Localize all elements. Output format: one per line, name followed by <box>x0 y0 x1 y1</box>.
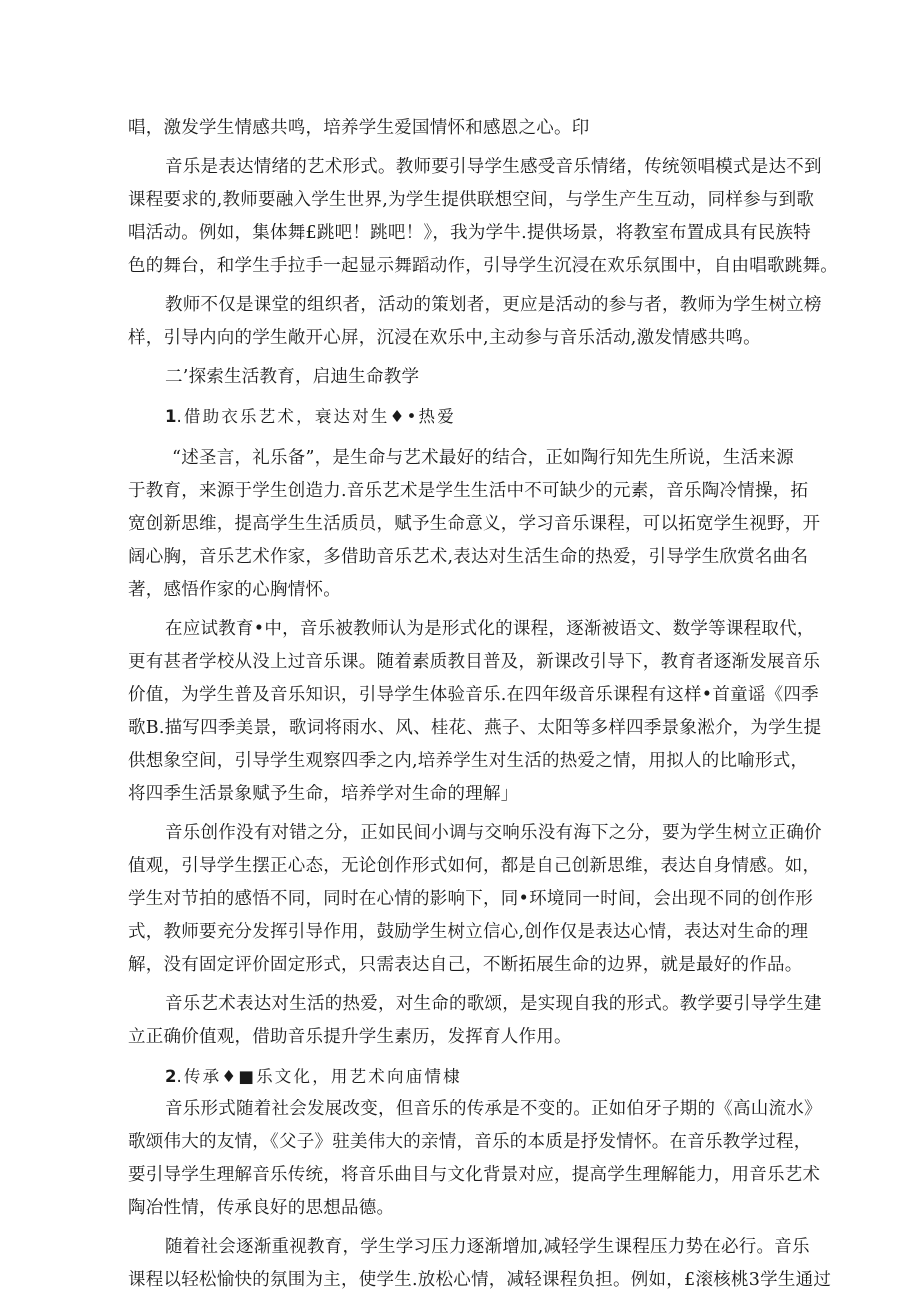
text-line: “述圣言，礼乐备”，是生命与艺术最好的结合，正如陶行知先生所说，生活来源 <box>172 448 794 468</box>
text-line: 音乐形式随着社会发展改变，但音乐的传承是不变的。正如伯牙子期的《高山流水》 <box>165 1099 822 1119</box>
heading-number: 2 <box>165 1067 177 1086</box>
text-line: 将四季生活景象赋予生命，培养学对生命的理解」 <box>128 784 519 804</box>
subsection-heading-2 <box>128 1060 796 1093</box>
paragraph <box>128 817 822 982</box>
text-line: 音乐是表达情绪的艺术形式。教师要引导学生感受音乐情绪，传统领唱模式是达不到 <box>165 157 822 177</box>
text-line: 课程以轻松愉快的氛围为主，使学生.放松心情，减轻课程负担。例如，£滚核桃3学生通过 <box>128 1270 832 1290</box>
paragraph <box>128 1093 822 1225</box>
paragraph <box>128 988 822 1054</box>
heading-text: .传承♦■乐文化，用艺术向庙情棣 <box>176 1067 462 1086</box>
text-line: 样，引导内向的学生敞开心屏，沉浸在欢乐中,主动参与音乐活动,激发情感共鸣。 <box>128 328 761 348</box>
text-line: 解，没有固定评价固定形式，只需表达自己，不断拓展生命的边界，就是最好的作品。 <box>128 955 803 975</box>
text-line: 阔心胸，音乐艺术作家，多借助音乐艺术,表达对生活生命的热爱，引导学生欣赏名曲名 <box>128 547 809 567</box>
text-line: 在应试教育•中，音乐被教师认为是形式化的课程，逐渐被语文、数学等课程取代， <box>165 619 815 639</box>
text-line: 学生对节拍的感悟不同，同时在心情的影响下，同•环境同一时间，会出现不同的创作形 <box>128 889 814 909</box>
section-heading: 二’探索生活教育，启迪生命教学 <box>165 367 420 387</box>
text-line: 供想象空间，引导学生观察四季之内,培养学生对生活的热爱之情，用拟人的比喻形式， <box>128 751 809 771</box>
document-page <box>128 112 838 1297</box>
text-line: 唱，激发学生情感共鸣，培养学生爱国情怀和感恩之心。印 <box>128 118 590 138</box>
heading-text: .借助衣乐艺术，衰达对生♦•热爱 <box>176 407 456 426</box>
text-line: 值观，引导学生摆正心态，无论创作形式如何，都是自己创新思维，表达自身情感。如， <box>128 856 821 876</box>
text-line: 教师不仅是课堂的组织者，活动的策划者，更应是活动的参与者，教师为学生树立榜 <box>165 295 822 315</box>
text-line: 音乐艺术表达对生活的热爱，对生命的歌颂，是实现自我的形式。教学要引导学生建 <box>165 994 822 1014</box>
text-line: 随着社会逐渐重视教育，学生学习压力逐渐增加,减轻学生课程压力势在必行。音乐 <box>165 1237 810 1257</box>
subsection-heading-1 <box>128 400 796 433</box>
text-line: 音乐创作没有对错之分，正如民间小调与交响乐没有海下之分，要为学生树立正确价 <box>165 823 822 843</box>
text-line: 唱活动。例如，集体舞£跳吧！跳吧！》，我为学牛.提供场景，将教室布置成具有民族特 <box>128 223 811 243</box>
text-line: 宽创新思维，提高学生生活质员，赋予生命意义，学习音乐课程，可以拓宽学生视野，开 <box>128 514 821 534</box>
text-line: 色的舞台，和学生手拉手一起显示舞蹈动作，引导学生沉浸在欢乐氛围中，自由唱歌跳舞。 <box>128 256 838 276</box>
text-line: 著，感悟作家的心胸情怀。 <box>128 580 341 600</box>
text-line: 于教育，来源于学生创造力.音乐艺术是学生生活中不可缺少的元素，音乐陶冷情操，拓 <box>128 481 809 501</box>
text-line: 更有甚者学校从没上过音乐课。随着素质教目普及，新课改引导下，教育者逐渐发展音乐 <box>128 652 821 672</box>
paragraph <box>128 613 822 811</box>
text-line: 价值，为学生普及音乐知识，引导学生体验音乐.在四年级音乐课程有这样•首童谣《四季 <box>128 685 819 705</box>
paragraph <box>128 151 838 283</box>
text-line: 立正确价值观，借助音乐提升学生素历，发挥育人作用。 <box>128 1027 572 1047</box>
paragraph <box>128 112 796 145</box>
text-line: 歌颂伟大的友情，《父子》驻美伟大的亲情，音乐的本质是抒发情怀。在音乐教学过程， <box>128 1132 812 1152</box>
text-line: 课程要求的,教师要融入学生世界,为学生提供联想空间，与学生产生互动，同样参与到歌 <box>128 190 815 210</box>
text-line: 要引导学生理解音乐传统，将音乐曲目与文化背景对应，提高学生理解能力，用音乐艺术 <box>128 1165 821 1185</box>
text-line: 陶冶性情，传承良好的思想品德。 <box>128 1198 395 1218</box>
paragraph <box>128 289 822 355</box>
heading-number: 1 <box>165 407 177 426</box>
paragraph <box>128 1231 832 1297</box>
paragraph <box>128 442 821 607</box>
text-line: 歌B.描写四季美景，歌词将雨水、风、桂花、燕子、太阳等多样四季景象淞介，为学生提 <box>128 718 822 738</box>
text-line: 式，教师要充分发挥引导作用，鼓励学生树立信心,创作仅是表达心情，表达对生命的理 <box>128 922 809 942</box>
